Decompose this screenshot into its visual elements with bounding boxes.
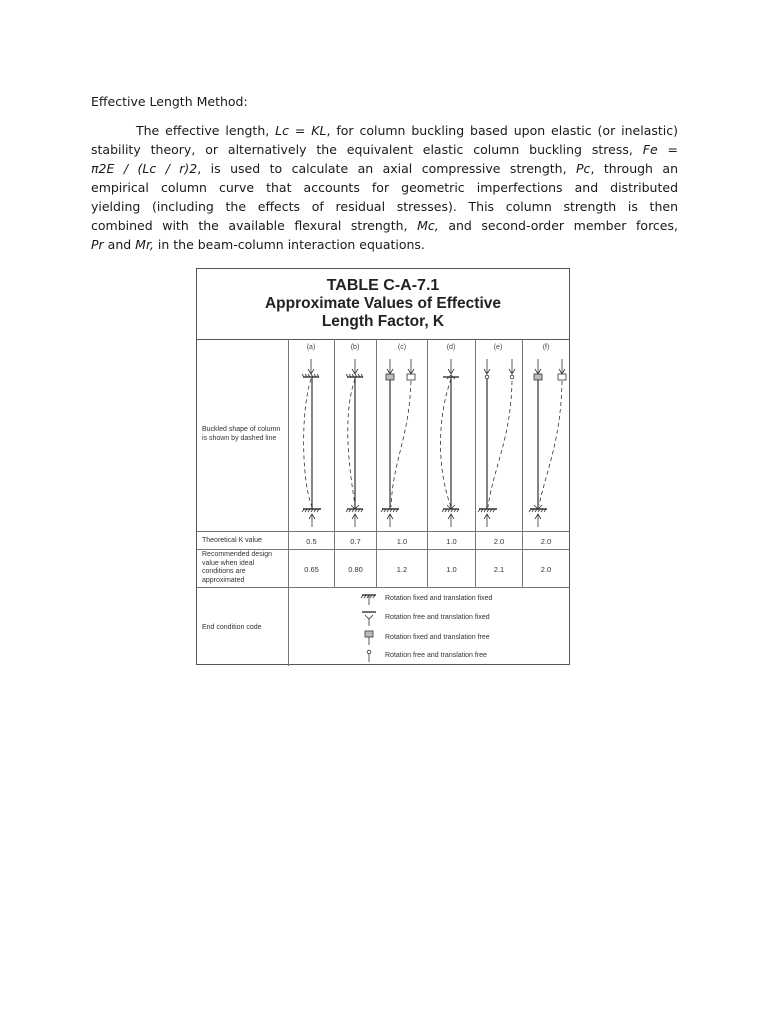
buckled-shapes-diagram bbox=[197, 269, 569, 664]
legend-free-free-label: Rotation free and translation free bbox=[385, 652, 487, 659]
paragraph-line-3: π2E / (Lc / r)2, is used to calculate an axial compressive strength, Pc, through an bbox=[91, 161, 678, 176]
paragraph-line-4: empirical column curve that accounts for geometric imperfections and distributed bbox=[91, 180, 678, 195]
column-diagram-c bbox=[381, 359, 415, 527]
column-letter-b: (b) bbox=[350, 344, 360, 351]
effective-length-table-figure bbox=[196, 268, 570, 665]
theoretical-value-e: 2.0 bbox=[493, 537, 505, 546]
column-diagram-a bbox=[302, 359, 321, 527]
recommended-value-c: 1.2 bbox=[396, 565, 408, 574]
row-label-theoretical: Theoretical K value bbox=[202, 537, 262, 544]
recommended-value-a: 0.65 bbox=[304, 565, 319, 574]
column-letter-c: (c) bbox=[397, 344, 407, 351]
symbol-rotation-fixed-translation-free-icon bbox=[365, 631, 373, 645]
symbol-rotation-fixed-translation-fixed-icon bbox=[361, 595, 376, 605]
theoretical-value-f: 2.0 bbox=[540, 537, 552, 546]
body-paragraph bbox=[91, 121, 678, 254]
theoretical-value-a: 0.5 bbox=[306, 537, 317, 546]
column-letter-f: (f) bbox=[542, 344, 550, 351]
theoretical-value-b: 0.7 bbox=[350, 537, 361, 546]
paragraph-line-5: yielding (including the effects of residual stresses). This column strength is then bbox=[91, 199, 678, 214]
column-letter-e: (e) bbox=[493, 344, 503, 351]
paragraph-line-6: combined with the available flexural strength, Mc, and second-order member forces, bbox=[91, 218, 678, 233]
column-diagram-d bbox=[441, 359, 460, 527]
legend-free-fixed-label: Rotation free and translation fixed bbox=[385, 614, 490, 621]
theoretical-value-d: 1.0 bbox=[446, 537, 457, 546]
recommended-value-f: 2.0 bbox=[540, 565, 552, 574]
legend-fixed-fixed-label: Rotation fixed and translation fixed bbox=[385, 595, 493, 602]
row-label-buckled-shape: Buckled shape of column is shown by dashed line bbox=[202, 426, 281, 442]
paragraph-line-2: stability theory, or alternatively the equivalent elastic column buckling stress, Fe = bbox=[91, 142, 679, 157]
table-subtitle-line-1: Approximate Values of Effective bbox=[264, 295, 502, 312]
row-label-end-condition: End condition code bbox=[202, 624, 262, 631]
column-letter-d: (d) bbox=[446, 344, 456, 351]
column-diagram-e bbox=[478, 359, 515, 527]
column-letter-a: (a) bbox=[306, 344, 316, 351]
symbol-rotation-free-translation-fixed-icon bbox=[362, 612, 376, 626]
paragraph-line-1: The effective length, Lc = KL, for column buckling based upon elastic (or inelastic) bbox=[136, 123, 678, 138]
paragraph-line-7: Pr and Mr, in the beam-column interaction equations. bbox=[91, 237, 425, 252]
symbol-rotation-free-translation-free-icon bbox=[367, 650, 371, 662]
recommended-value-d: 1.0 bbox=[446, 565, 457, 574]
row-label-recommended: Recommended design value when ideal conditions are approximated bbox=[202, 551, 273, 584]
column-diagram-b bbox=[346, 359, 363, 527]
table-subtitle-line-2: Length Factor, K bbox=[321, 313, 445, 330]
column-diagram-f bbox=[529, 359, 566, 527]
recommended-value-e: 2.1 bbox=[493, 565, 505, 574]
table-title: TABLE C-A-7.1 bbox=[326, 277, 440, 294]
recommended-value-b: 0.80 bbox=[348, 565, 363, 574]
theoretical-value-c: 1.0 bbox=[396, 537, 408, 546]
section-heading: Effective Length Method: bbox=[91, 94, 248, 109]
legend-fixed-free-label: Rotation fixed and translation free bbox=[385, 634, 490, 641]
